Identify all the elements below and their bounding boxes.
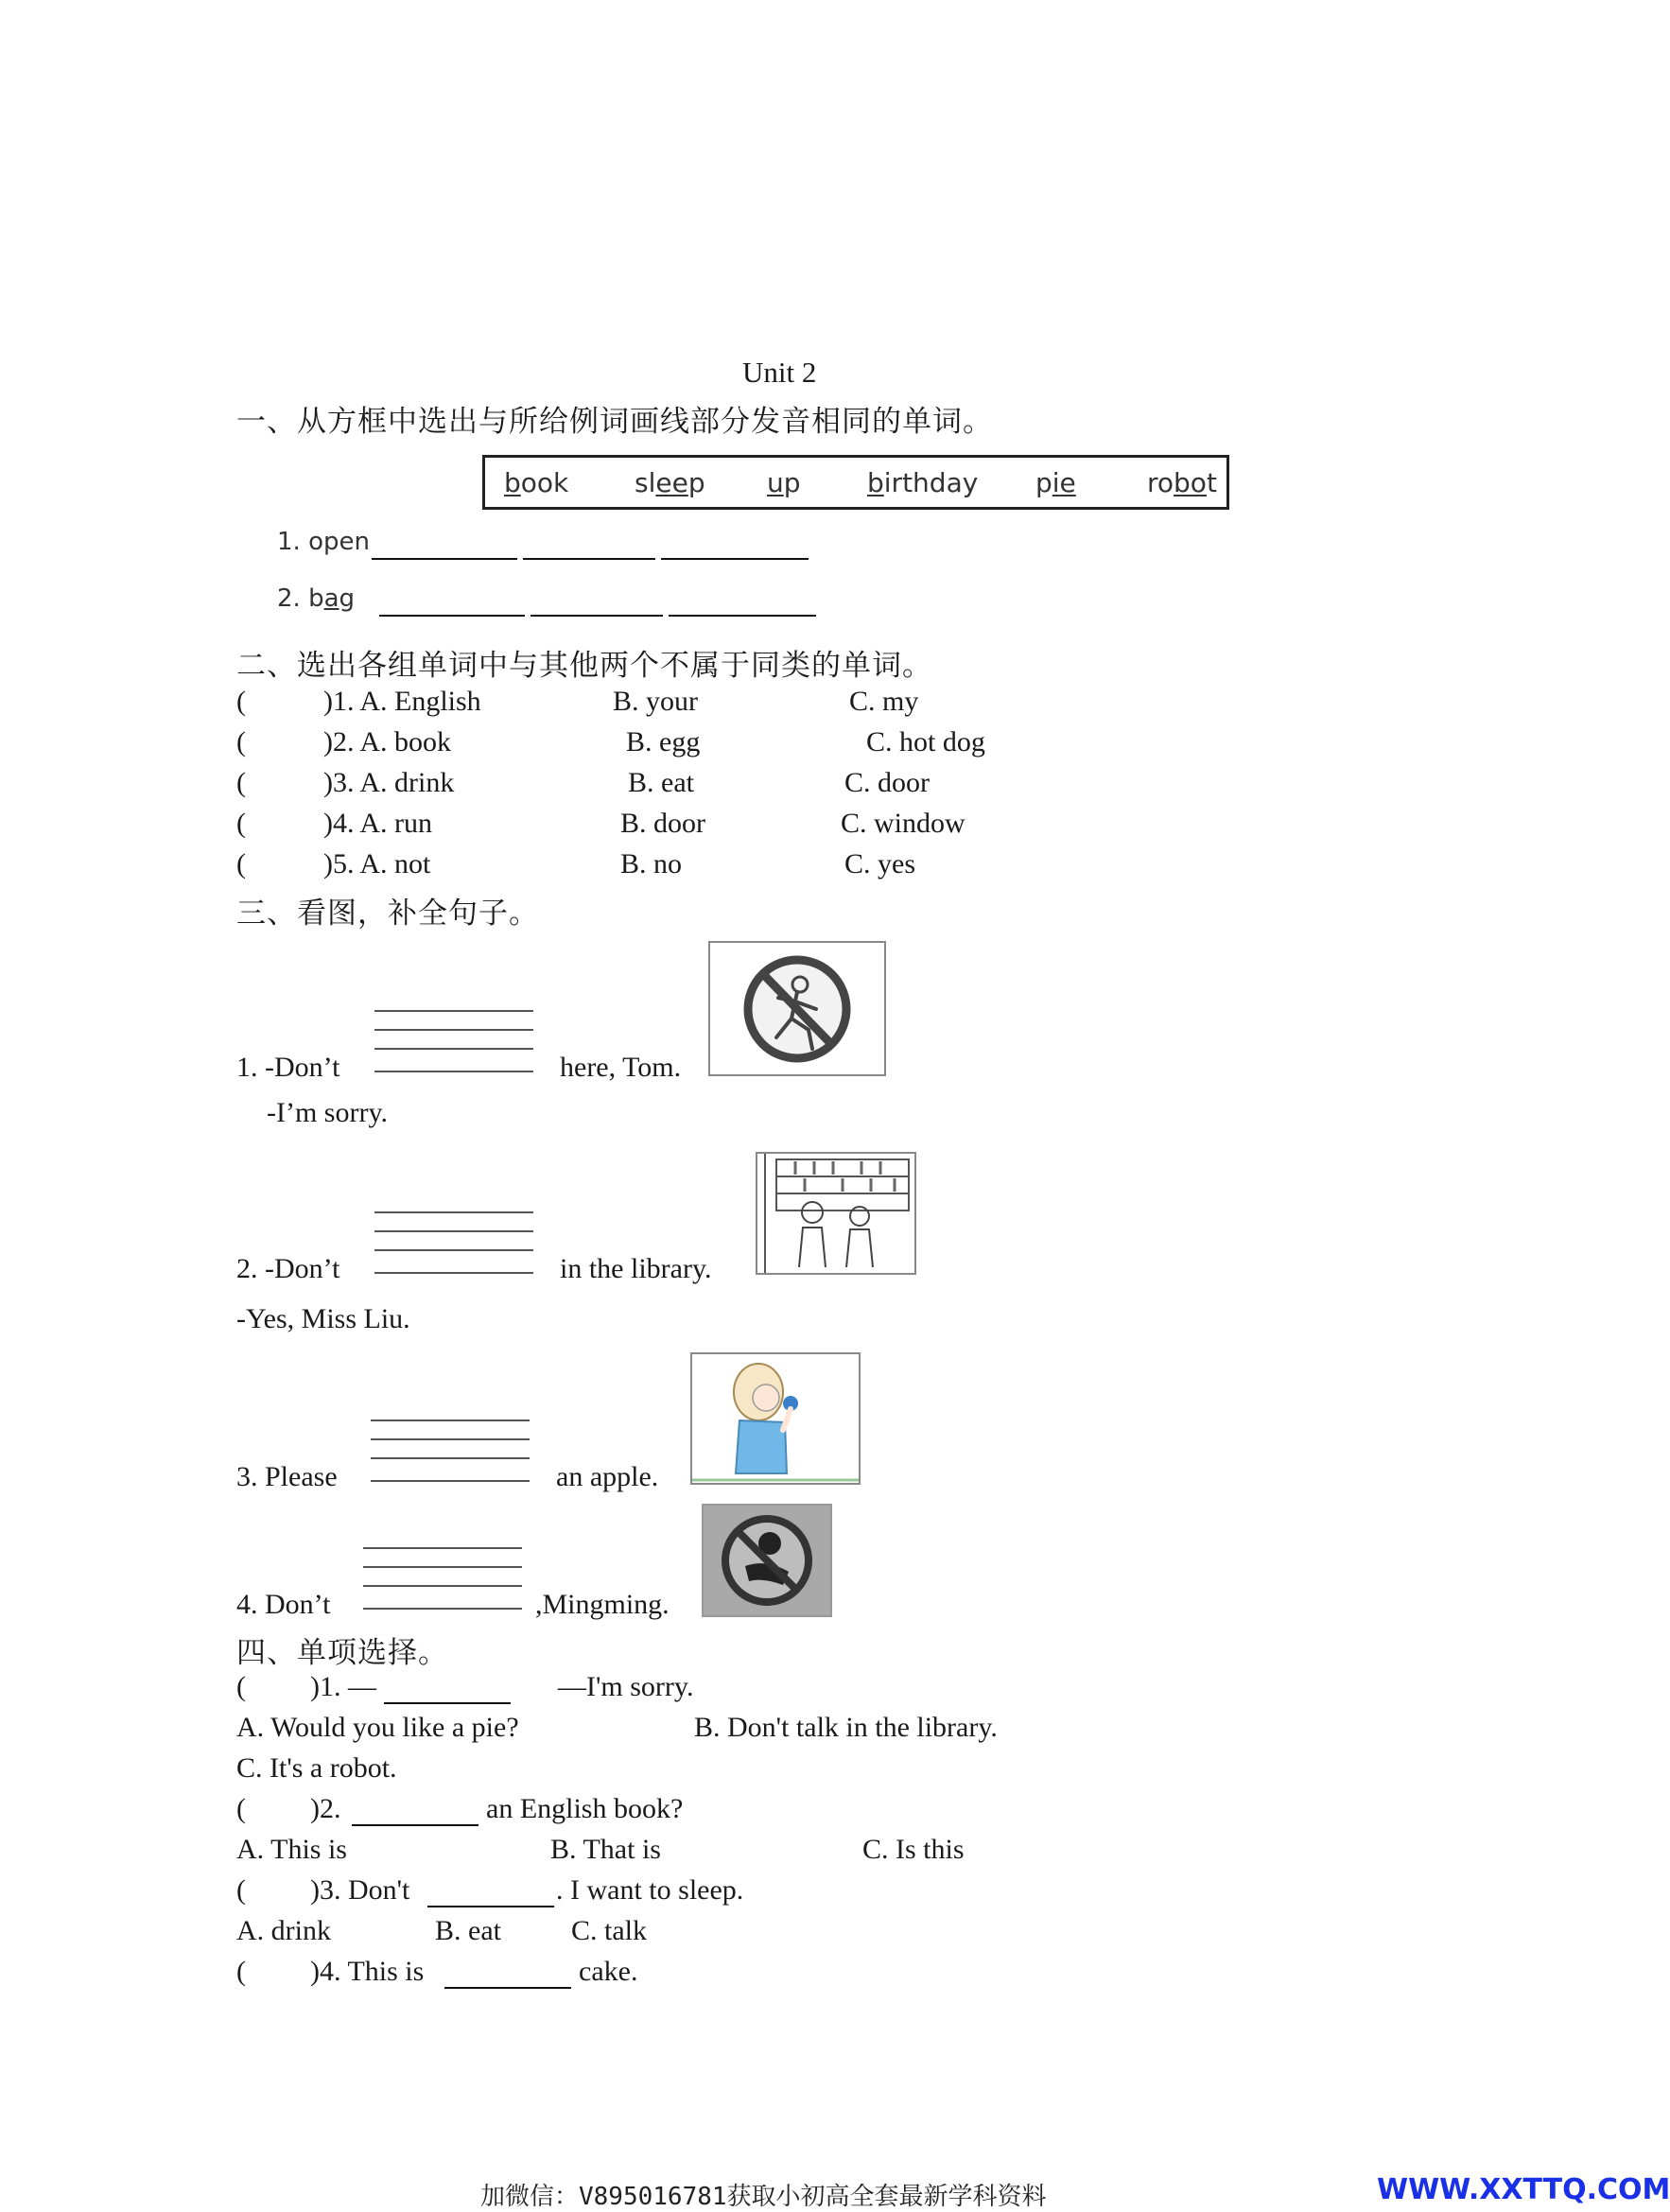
section4-heading: 四、单项选择。 <box>236 1636 448 1670</box>
q-text: )2. A. book <box>323 726 451 758</box>
q-option-b: B. door <box>620 808 705 839</box>
writing-lines[interactable] <box>371 1208 537 1289</box>
girl-eating-apple-image <box>690 1352 861 1485</box>
q-paren[interactable]: ( <box>236 1956 246 1987</box>
section1-heading: 一、从方框中选出与所给例词画线部分发音相同的单词。 <box>236 405 993 439</box>
q-option-c: C. talk <box>571 1915 647 1946</box>
q-text-end: an English book? <box>486 1793 684 1824</box>
word-option: sleep <box>635 467 705 498</box>
library-icon <box>757 1154 914 1273</box>
q-option-a: A. drink <box>236 1915 331 1946</box>
no-eating-icon <box>704 1506 830 1615</box>
q-option-b: B. That is <box>550 1834 661 1865</box>
q-paren[interactable]: ( <box>236 767 246 798</box>
word-option: robot <box>1147 467 1217 498</box>
q-option-c: C. It's a robot. <box>236 1752 397 1784</box>
no-running-sign-image <box>708 941 886 1076</box>
answer-blank[interactable] <box>531 615 663 617</box>
word-option: pie <box>1035 467 1076 498</box>
q1-prompt: 1. -Don’t <box>236 1052 340 1083</box>
answer-blank[interactable] <box>661 558 809 560</box>
q-option-b: B. eat <box>435 1915 501 1946</box>
q2-sentence-end: in the library. <box>560 1253 712 1284</box>
q-option-b: B. your <box>613 686 698 717</box>
q-option-b: B. egg <box>626 726 701 758</box>
item2-label: 2. bag <box>277 584 356 613</box>
answer-blank[interactable] <box>523 558 655 560</box>
no-eating-sign-image <box>702 1504 832 1617</box>
answer-blank[interactable] <box>384 1702 511 1704</box>
section2-heading: 二、选出各组单词中与其他两个不属于同类的单词。 <box>236 649 932 683</box>
library-image <box>756 1152 916 1275</box>
q-paren[interactable]: ( <box>236 848 246 880</box>
girl-eating-icon <box>692 1354 859 1483</box>
q-paren[interactable]: ( <box>236 726 246 758</box>
q3-sentence-end: an apple. <box>556 1461 659 1492</box>
no-running-icon <box>710 943 884 1074</box>
answer-blank[interactable] <box>427 1906 554 1907</box>
word-option: book <box>504 467 569 498</box>
word-option: up <box>767 467 801 498</box>
q2-reply: -Yes, Miss Liu. <box>236 1303 410 1334</box>
writing-lines[interactable] <box>371 1006 537 1088</box>
footer-notice: 加微信：V895016781获取小初高全套最新学科资料 <box>480 2183 1047 2211</box>
q-text: )1. A. English <box>323 686 481 717</box>
answer-blank[interactable] <box>379 615 525 617</box>
q-text-end: —I'm sorry. <box>558 1671 694 1702</box>
q-text: )4. This is <box>310 1956 425 1987</box>
q-text-end: cake. <box>579 1956 638 1987</box>
page-title: Unit 2 <box>742 356 817 389</box>
word-option: birthday <box>867 467 979 498</box>
q-text: )3. A. drink <box>323 767 455 798</box>
q4-sentence-end: ,Mingming. <box>535 1589 670 1620</box>
answer-blank[interactable] <box>669 615 816 617</box>
q-option-c: C. yes <box>844 848 915 880</box>
answer-blank[interactable] <box>444 1987 571 1989</box>
item1-label: 1. open <box>277 528 370 556</box>
q1-sentence-end: here, Tom. <box>560 1052 682 1083</box>
q-paren[interactable]: ( <box>236 1671 246 1702</box>
q-option-c: C. my <box>849 686 919 717</box>
q-text: )1. — <box>310 1671 376 1702</box>
q-paren[interactable]: ( <box>236 686 246 717</box>
q-option-a: A. Would you like a pie? <box>236 1712 519 1743</box>
q1-reply: -I’m sorry. <box>267 1097 389 1128</box>
q-option-c: C. hot dog <box>866 726 985 758</box>
q-text: )5. A. not <box>323 848 431 880</box>
q4-prompt: 4. Don’t <box>236 1589 331 1620</box>
q3-prompt: 3. Please <box>236 1461 338 1492</box>
footer-brand-link[interactable]: WWW.XXTTQ.COM <box>1377 2173 1670 2206</box>
q-option-a: A. This is <box>236 1834 347 1865</box>
q-text: )3. Don't <box>310 1874 410 1906</box>
answer-blank[interactable] <box>372 558 517 560</box>
q-option-c: C. window <box>841 808 965 839</box>
answer-blank[interactable] <box>352 1824 478 1826</box>
q-option-b: B. Don't talk in the library. <box>694 1712 998 1743</box>
q-paren[interactable]: ( <box>236 808 246 839</box>
section3-heading: 三、看图，补全句子。 <box>236 897 539 931</box>
q-option-b: B. eat <box>628 767 694 798</box>
q-text-end: . I want to sleep. <box>556 1874 744 1906</box>
q-text: )4. A. run <box>323 808 432 839</box>
writing-lines[interactable] <box>359 1543 526 1625</box>
q-option-c: C. Is this <box>862 1834 965 1865</box>
q-option-c: C. door <box>844 767 930 798</box>
q-paren[interactable]: ( <box>236 1874 246 1906</box>
writing-lines[interactable] <box>367 1416 533 1497</box>
q2-prompt: 2. -Don’t <box>236 1253 340 1284</box>
q-text: )2. <box>310 1793 341 1824</box>
q-paren[interactable]: ( <box>236 1793 246 1824</box>
word-box <box>482 455 1229 510</box>
q-option-b: B. no <box>620 848 683 880</box>
